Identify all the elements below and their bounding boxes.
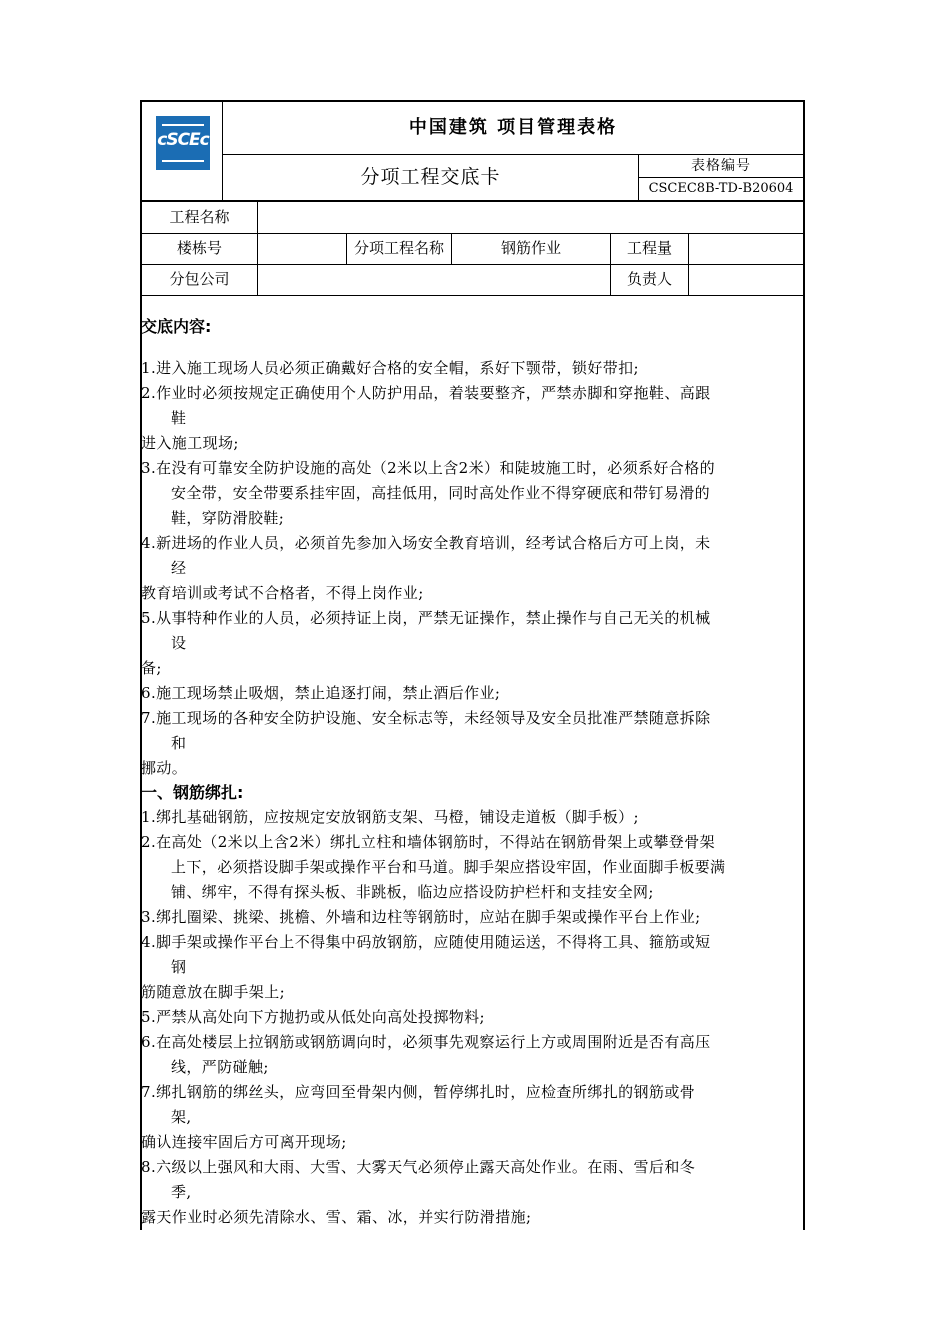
rule-line: 筋随意放在脚手架上; <box>141 983 286 1001</box>
rule-line: 备; <box>141 659 162 677</box>
form-title: 分项工程交底卡 <box>223 155 639 200</box>
rule-line: 5.从事特种作业的人员，必须持证上岗，严禁无证操作，禁止操作与自己无关的机械 <box>141 609 711 627</box>
rule-line: 进入施工现场; <box>141 434 239 452</box>
section-title-rebar-binding: 一、钢筋绑扎: <box>141 783 244 802</box>
disclosure-content <box>141 316 805 1230</box>
logo-bar-bottom <box>162 160 204 162</box>
quantity-label: 工程量 <box>626 239 672 257</box>
rule-line: 鞋 <box>171 409 187 427</box>
rule-line: 3.绑扎圈梁、挑梁、挑檐、外墙和边柱等钢筋时，应站在脚手架或操作平台上作业; <box>141 908 701 926</box>
rule-line: 4.脚手架或操作平台上不得集中码放钢筋，应随使用随运送，不得将工具、箍筋或短 <box>141 933 711 951</box>
subitem-value[interactable]: 钢筋作业 <box>500 239 561 257</box>
rule-line: 架, <box>171 1108 192 1126</box>
rule-line: 确认连接牢固后方可离开现场; <box>141 1133 347 1151</box>
row-building <box>142 233 803 265</box>
form-code-value: CSCEC8B-TD-B20604 <box>648 181 794 196</box>
rule-line: 6.施工现场禁止吸烟，禁止追逐打闹，禁止酒后作业; <box>141 684 501 702</box>
form-code-label: 表格编号 <box>639 155 803 178</box>
project-name-field[interactable] <box>258 202 803 232</box>
rule-line: 露天作业时必须先清除水、雪、霜、冰，并实行防滑措施; <box>141 1208 532 1226</box>
rule-line: 7.绑扎钢筋的绑丝头，应弯回至骨架内侧，暂停绑扎时，应检查所绑扎的钢筋或骨 <box>141 1083 696 1101</box>
responsible-field[interactable] <box>689 264 803 294</box>
company-title: 中国建筑 项目管理表格 <box>223 102 803 155</box>
logo-text: cSCEc <box>157 130 209 150</box>
rule-line: 和 <box>171 734 187 752</box>
cscec-logo <box>156 116 210 170</box>
rule-line: 安全带，安全带要系挂牢固，高挂低用，同时高处作业不得穿硬底和带钉易滑的 <box>171 484 711 502</box>
rule-line: 2.在高处（2米以上含2米）绑扎立柱和墙体钢筋时，不得站在钢筋骨架上或攀登骨架 <box>141 833 716 851</box>
rule-line: 教育培训或考试不合格者，不得上岗作业; <box>141 584 424 602</box>
rule-line: 季, <box>171 1183 192 1201</box>
rule-line: 8.六级以上强风和大雨、大雪、大雾天气必须停止露天高处作业。在雨、雪后和冬 <box>141 1158 696 1176</box>
row-subcontractor <box>142 264 803 296</box>
row-project-name <box>142 202 803 234</box>
content-heading: 交底内容: <box>141 317 212 336</box>
rebar-binding-rules <box>141 805 805 1230</box>
subcontractor-label: 分包公司 <box>169 270 230 288</box>
rule-line: 铺、绑牢，不得有探头板、非跳板，临边应搭设防护栏杆和支挂安全网; <box>171 883 654 901</box>
rule-line: 挪动。 <box>141 759 188 777</box>
rule-line: 鞋，穿防滑胶鞋; <box>171 509 285 527</box>
rule-line: 5.严禁从高处向下方抛扔或从低处向高处投掷物料; <box>141 1008 485 1026</box>
subitem-label: 分项工程名称 <box>353 239 444 257</box>
rule-line: 钢 <box>171 958 187 976</box>
rule-line: 设 <box>171 634 187 652</box>
rule-line: 6.在高处楼层上拉钢筋或钢筋调向时，必须事先观察运行上方或周围附近是否有高压 <box>141 1033 711 1051</box>
project-name-label: 工程名称 <box>169 208 230 226</box>
rule-line: 经 <box>171 559 187 577</box>
rule-line: 4.新进场的作业人员，必须首先参加入场安全教育培训，经考试合格后方可上岗，未 <box>141 534 711 552</box>
quantity-field[interactable] <box>689 233 803 263</box>
rule-line: 7.施工现场的各种安全防护设施、安全标志等，未经领导及安全员批准严禁随意拆除 <box>141 709 711 727</box>
responsible-label: 负责人 <box>626 270 672 288</box>
rule-line: 1.进入施工现场人员必须正确戴好合格的安全帽，系好下颚带，锁好带扣; <box>141 359 639 377</box>
general-rules <box>141 356 805 781</box>
rule-line: 3.在没有可靠安全防护设施的高处（2米以上含2米）和陡坡施工时，必须系好合格的 <box>141 459 716 477</box>
building-label: 楼栋号 <box>176 239 222 257</box>
rule-line: 线，严防碰触; <box>171 1058 269 1076</box>
form-header <box>142 102 803 202</box>
logo-cell <box>142 102 223 200</box>
rule-line: 2.作业时必须按规定正确使用个人防护用品，着装要整齐，严禁赤脚和穿拖鞋、高跟 <box>141 384 711 402</box>
rule-line: 1.绑扎基础钢筋，应按规定安放钢筋支架、马橙，铺设走道板（脚手板）; <box>141 808 639 826</box>
rule-line: 上下，必须搭设脚手架或操作平台和马道。脚手架应搭设牢固，作业面脚手板要满 <box>171 858 726 876</box>
logo-bar-top <box>162 124 204 126</box>
subcontractor-field[interactable] <box>258 264 610 294</box>
building-field[interactable] <box>258 233 346 263</box>
